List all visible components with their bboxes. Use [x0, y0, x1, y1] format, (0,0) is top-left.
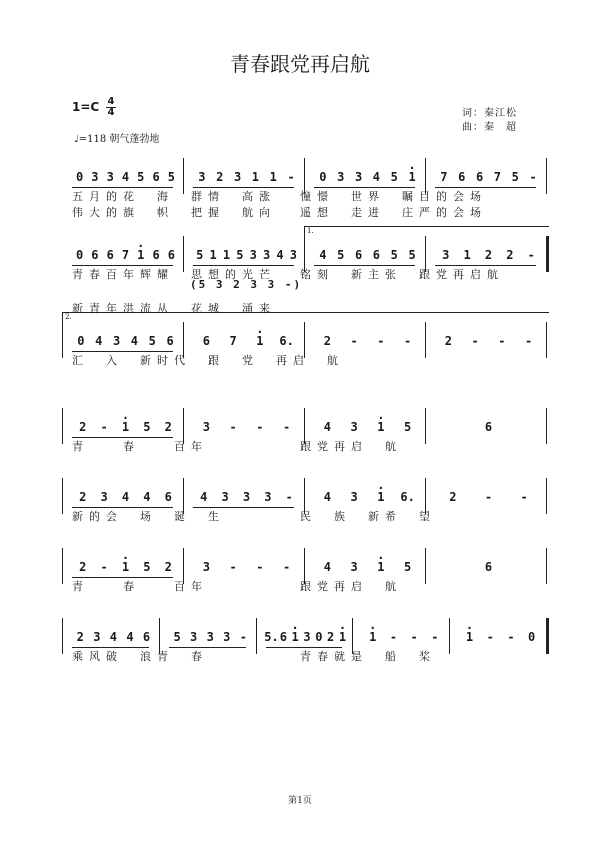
note: 4: [121, 490, 130, 504]
lyric-line: 五月的花 海 群情 高涨: [72, 190, 276, 203]
note: 1: [209, 248, 217, 262]
end-barline: [546, 618, 549, 654]
note: 2: [76, 630, 84, 644]
note: 6: [484, 560, 493, 574]
note: -: [283, 420, 291, 434]
lyric-line: 汇 入 新时代 跟 党 再启 航: [72, 354, 344, 367]
lyric-line: 青春百年辉耀 思想的光芒: [72, 268, 276, 281]
note: · 1: [292, 630, 299, 644]
note: · 1: [377, 560, 384, 574]
time-signature: [104, 97, 118, 118]
note: -: [350, 334, 358, 348]
note: 2: [327, 630, 335, 644]
time-sig-bottom: 4: [107, 107, 115, 118]
note: 4: [323, 420, 331, 434]
note: 6: [91, 248, 99, 262]
note: -: [486, 630, 494, 644]
note: 5: [404, 420, 412, 434]
note: 0: [77, 334, 85, 348]
note: · 1: [369, 630, 376, 644]
note: 4: [276, 248, 284, 262]
lyric-line: 青春就是 船 桨: [300, 650, 436, 663]
end-barline: [546, 548, 547, 584]
note: 2: [323, 334, 331, 348]
note: 3: [100, 490, 108, 504]
note: 6: [484, 420, 493, 434]
note: 5: [143, 560, 151, 574]
end-barline: [546, 408, 547, 444]
note: -: [377, 334, 385, 348]
barline: [62, 478, 63, 514]
note: 1: [463, 248, 471, 262]
note: 3: [190, 630, 198, 644]
note: 0: [76, 248, 84, 262]
note: 3: [289, 248, 297, 262]
barline: [425, 548, 426, 584]
note: -: [256, 560, 264, 574]
note: 4: [319, 248, 327, 262]
note: · 1: [122, 560, 129, 574]
note: -: [389, 630, 398, 644]
note: 1: [222, 248, 231, 262]
note: 6: [279, 630, 287, 644]
note: 3: [242, 490, 251, 504]
note: 3: [202, 560, 210, 574]
note: 3: [91, 170, 99, 184]
note: -: [471, 334, 479, 348]
note: 6: [167, 248, 175, 262]
note: 1: [251, 170, 260, 184]
note: 5: [148, 334, 156, 348]
lyric-line: 铭刻 新主张 跟党再启航: [300, 268, 504, 281]
note: -: [229, 420, 237, 434]
note: 0: [76, 170, 84, 184]
note: 4: [130, 334, 139, 348]
composer-credit: 曲：秦 超: [462, 122, 517, 133]
lyric-line: 民 族 新希 望: [300, 510, 436, 523]
note: 2: [79, 490, 87, 504]
note: 2: [216, 170, 224, 184]
note: -: [520, 490, 528, 504]
note: · 1: [377, 490, 384, 504]
end-barline: [546, 322, 547, 358]
note: 6: [152, 248, 160, 262]
note: 6: [164, 490, 172, 504]
note: 5: [143, 420, 151, 434]
note: 2: [164, 560, 172, 574]
note: -: [410, 630, 418, 644]
note: 2: [484, 248, 493, 262]
note: 5: [137, 170, 145, 184]
song-title: 青春跟党再启航: [230, 52, 370, 76]
note: 4: [143, 490, 151, 504]
note: 6: [458, 170, 466, 184]
note: 3: [233, 170, 242, 184]
alternate-notes: (5 3 2 3 3 -): [190, 278, 303, 291]
volta-bracket: 1.: [304, 226, 549, 237]
note: 0: [315, 630, 323, 644]
note: 6: [475, 170, 484, 184]
note: 0: [528, 630, 536, 644]
lyric-line: 乘风破 浪青 春: [72, 650, 208, 663]
note: 5: [390, 170, 398, 184]
note: 3: [198, 170, 206, 184]
lyric-line: 憧憬 世界 瞩目的会场: [300, 190, 487, 203]
note: 6: [372, 248, 381, 262]
note: -: [431, 630, 439, 644]
note: 3: [442, 248, 450, 262]
note: · 1: [339, 630, 346, 644]
note: 3: [221, 490, 229, 504]
note: 4: [200, 490, 208, 504]
note: 2: [506, 248, 514, 262]
note: 6.: [400, 490, 415, 504]
note: · 1: [122, 420, 129, 434]
note: 5.: [264, 630, 279, 644]
note: -: [484, 490, 493, 504]
barline: [62, 618, 63, 654]
note: 4: [372, 170, 381, 184]
barline: [449, 618, 450, 654]
note: 0: [319, 170, 327, 184]
note: 6: [106, 248, 114, 262]
note: · 1: [466, 630, 473, 644]
note: 7: [493, 170, 502, 184]
note: 5: [167, 170, 175, 184]
note: 3: [303, 630, 311, 644]
note: 2: [164, 420, 172, 434]
lyric-line-verse2: 伟大的旗 帜 把握 航向: [72, 206, 276, 219]
note: · 1: [256, 334, 263, 348]
note: -: [229, 560, 237, 574]
note: 2: [79, 420, 87, 434]
barline: [62, 408, 63, 444]
note: 3: [354, 170, 363, 184]
note: -: [283, 560, 291, 574]
note: 3: [106, 170, 114, 184]
note: 3: [350, 420, 358, 434]
note: -: [404, 334, 412, 348]
note: -: [285, 490, 293, 504]
note: 5: [236, 248, 244, 262]
note: 4: [95, 334, 103, 348]
note: 5: [408, 248, 416, 262]
lyric-line: 青 春 百年: [72, 440, 208, 453]
note: 6: [142, 630, 151, 644]
note: 3: [350, 490, 358, 504]
page-number: 第1页: [288, 796, 312, 806]
note: 6: [152, 170, 160, 184]
barline: [425, 322, 426, 358]
note: · 1: [408, 170, 415, 184]
note: -: [100, 420, 108, 434]
note: -: [100, 560, 108, 574]
note: 7: [121, 248, 130, 262]
note: -: [527, 248, 535, 262]
lyricist-credit: 词：秦江松: [462, 108, 517, 119]
key-signature: 1=C: [72, 100, 100, 114]
note: 5: [173, 630, 181, 644]
note: 3: [223, 630, 231, 644]
note: 6: [166, 334, 174, 348]
volta-bracket: 2.: [62, 312, 549, 323]
note: -: [525, 334, 533, 348]
note: 5: [390, 248, 398, 262]
barline: [62, 322, 63, 358]
note: 5: [511, 170, 519, 184]
time-sig-top: 4: [107, 96, 115, 107]
note: -: [529, 170, 537, 184]
note: -: [498, 334, 506, 348]
note: 7: [229, 334, 237, 348]
note: -: [256, 420, 264, 434]
lyric-line: 新的会 场 诞 生: [72, 510, 225, 523]
end-barline: [546, 478, 547, 514]
note: 5: [196, 248, 204, 262]
note: 4: [126, 630, 134, 644]
note: 3: [206, 630, 214, 644]
lyric-line: 跟党再启 航: [300, 440, 402, 453]
note: 3: [350, 560, 358, 574]
lyric-line: 青 春 百年: [72, 580, 208, 593]
barline: [62, 548, 63, 584]
note: 6.: [279, 334, 294, 348]
note: 4: [323, 560, 331, 574]
tempo-marking: ♩=118 朝气蓬勃地: [74, 134, 160, 145]
end-barline: [546, 158, 547, 194]
note: 3: [262, 248, 271, 262]
note: -: [239, 630, 247, 644]
note: 2: [79, 560, 87, 574]
note: 2: [449, 490, 457, 504]
lyric-line: 跟党再启 航: [300, 580, 402, 593]
barline: [425, 408, 426, 444]
end-barline: [546, 236, 549, 272]
note: 5: [337, 248, 345, 262]
lyric-line-verse2: 遥想 走进 庄严的会场: [300, 206, 487, 219]
note: 5: [404, 560, 412, 574]
note: 3: [337, 170, 345, 184]
note: 3: [249, 248, 257, 262]
note: 4: [323, 490, 331, 504]
note: · 1: [377, 420, 384, 434]
lyric-line-verse2: 新青年洪流从 花城 涌来: [72, 302, 276, 315]
barline: [256, 618, 257, 654]
note: 3: [264, 490, 272, 504]
note: 3: [202, 420, 210, 434]
note: -: [287, 170, 295, 184]
note: · 1: [137, 248, 144, 262]
note: 4: [121, 170, 130, 184]
note: -: [507, 630, 515, 644]
note: 4: [109, 630, 118, 644]
note: 6: [354, 248, 363, 262]
note: 2: [444, 334, 452, 348]
note: 1: [269, 170, 277, 184]
note: 6: [202, 334, 210, 348]
note: 3: [93, 630, 101, 644]
note: 3: [112, 334, 121, 348]
note: 7: [440, 170, 448, 184]
